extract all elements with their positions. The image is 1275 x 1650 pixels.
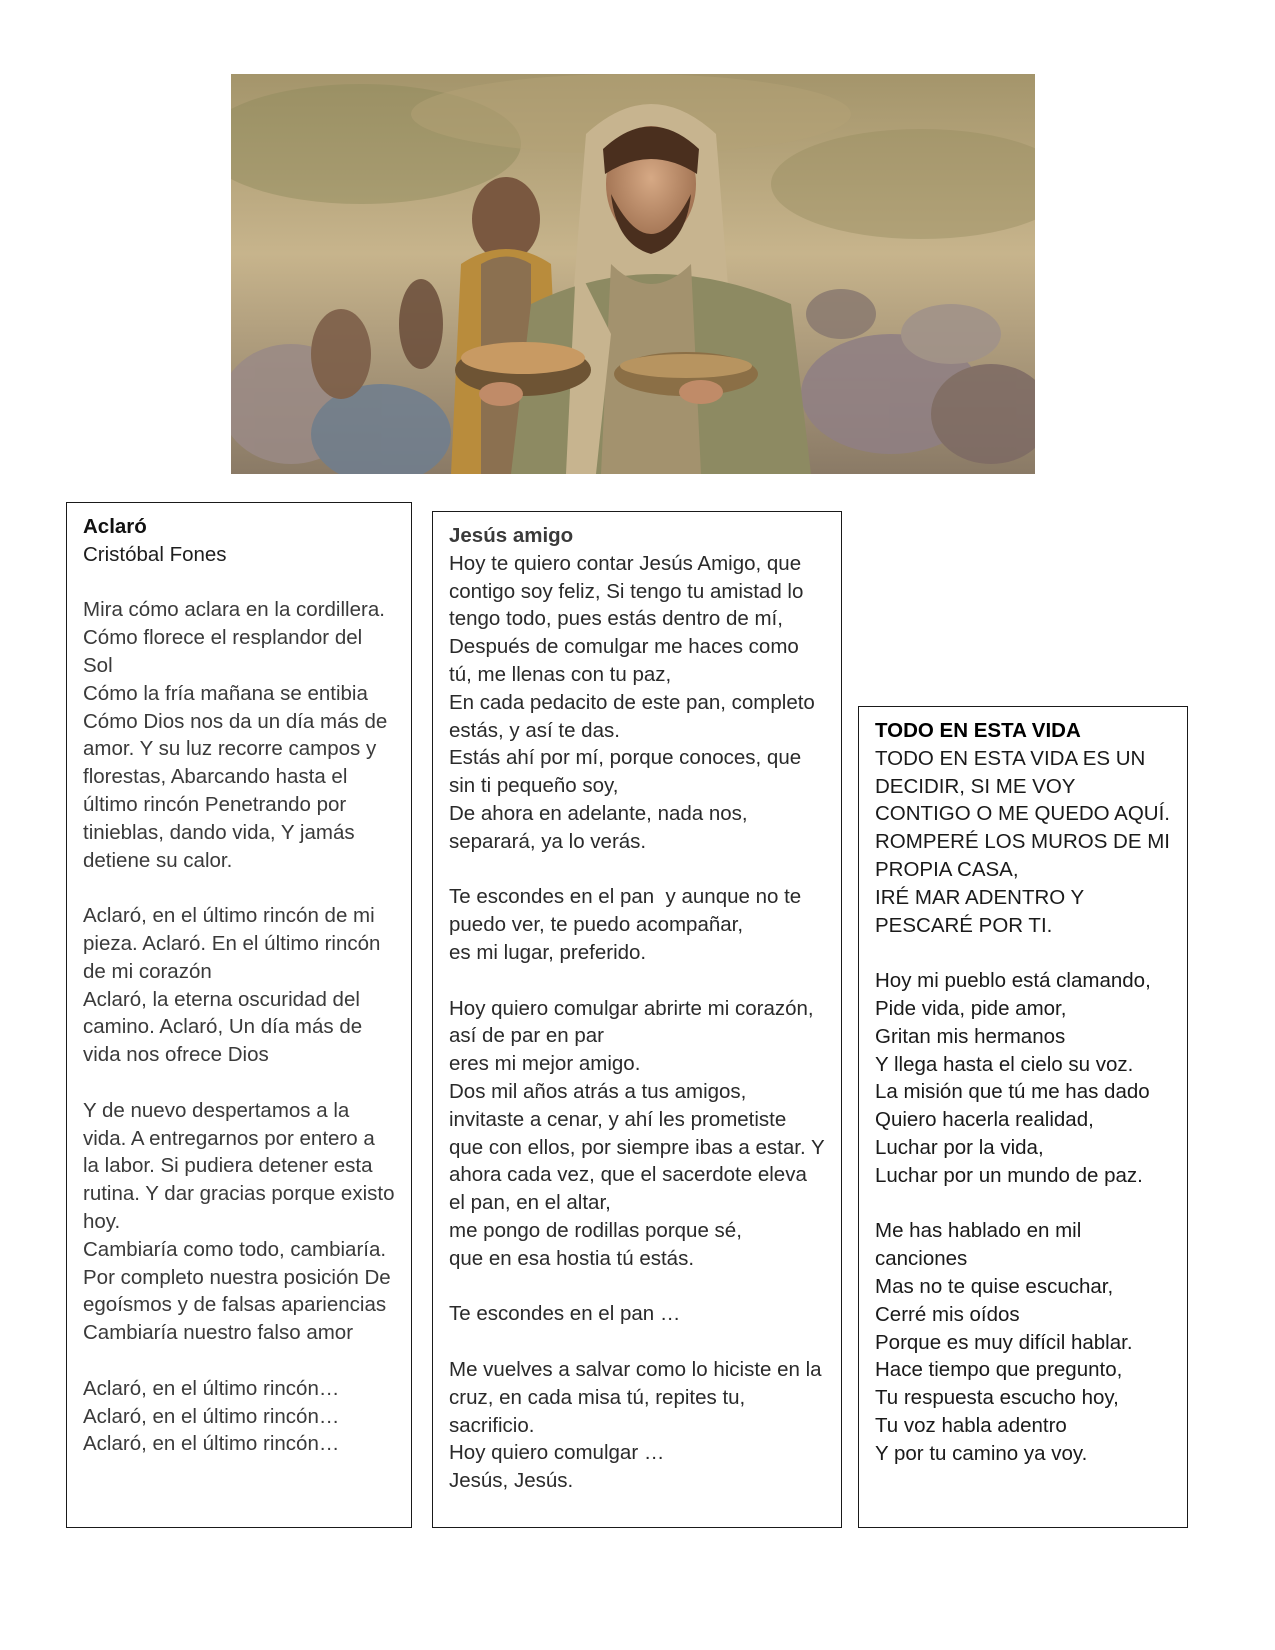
lyric-line: Hoy quiero comulgar abrirte mi corazón, así de par en par	[449, 996, 820, 1048]
stanza	[83, 1097, 401, 1347]
lyric-line: Porque es muy difícil hablar.	[875, 1330, 1133, 1354]
lyric-line: Mas no te quise escuchar,	[875, 1274, 1114, 1298]
lyric-line: eres mi mejor amigo.	[449, 1052, 641, 1076]
lyric-line: Luchar por un mundo de paz.	[875, 1163, 1143, 1187]
lyric-line: IRÉ MAR ADENTRO Y PESCARÉ POR TI.	[875, 885, 1090, 937]
stanza	[449, 550, 825, 856]
lyric-line: Pide vida, pide amor,	[875, 996, 1067, 1020]
stanza	[449, 883, 825, 966]
lyric-line: Cómo la fría mañana se entibia Cómo Dios nos da un día más de amor. Y su luz recorre campos y florestas, Abarcando hasta el último rincón Penetrando por tinieblas, dando vida, Y jamás detiene su calor.	[83, 681, 393, 872]
lyric-line: La misión que tú me has dado	[875, 1080, 1150, 1104]
lyric-line: Dos mil años atrás a tus amigos, invitaste a cenar, y ahí les prometiste que con ellos, por siempre ibas a estar. Y ahora cada vez, que el sacerdote eleva el pan, en el altar,	[449, 1079, 830, 1215]
lyric-line: Me vuelves a salvar como lo hiciste en la cruz, en cada misa tú, repites tu, sacrificio.	[449, 1357, 828, 1437]
lyric-line: Hoy quiero comulgar …	[449, 1441, 665, 1465]
lyric-line: Y por tu camino ya voy.	[875, 1441, 1088, 1465]
lyric-line: Te escondes en el pan …	[449, 1302, 681, 1326]
lyric-line: Hace tiempo que pregunto,	[875, 1358, 1123, 1382]
stanza	[83, 902, 395, 1069]
stanza	[83, 1375, 395, 1458]
header-photo	[231, 74, 1035, 474]
stanza	[83, 596, 395, 874]
stanza	[449, 1300, 825, 1328]
stanza	[875, 745, 1176, 940]
lyric-line: En cada pedacito de este pan, completo estás, y así te das.	[449, 690, 821, 742]
lyric-line: Tu voz habla adentro	[875, 1413, 1067, 1437]
stanza	[875, 1217, 1171, 1467]
song-title: Jesús amigo	[449, 524, 574, 547]
lyric-line: Hoy te quiero contar Jesús Amigo, que contigo soy feliz, Si tengo tu amistad lo tengo todo, pues estás dentro de mí,	[449, 551, 810, 631]
lyric-line: que en esa hostia tú estás.	[449, 1246, 695, 1270]
lyric-line: Cerré mis oídos	[875, 1302, 1020, 1326]
song-author: Cristóbal Fones	[83, 542, 227, 566]
lyric-line: Me has hablado en mil canciones	[875, 1219, 1087, 1271]
lyric-line: Luchar por la vida,	[875, 1135, 1044, 1159]
lyric-line: Aclaró, la eterna oscuridad del camino. Aclaró, Un día más de vida nos ofrece Dios	[83, 987, 368, 1067]
song-box-todo-en-esta-vida	[858, 706, 1188, 1528]
lyric-line: Aclaró, en el último rincón…	[83, 1376, 340, 1400]
lyric-line: Quiero hacerla realidad,	[875, 1108, 1094, 1132]
lyric-line: Aclaró, en el último rincón de mi pieza. Aclaró. En el último rincón de mi corazón	[83, 904, 387, 983]
lyric-line: De ahora en adelante, nada nos, separará, ya lo verás.	[449, 801, 754, 853]
lyric-line: TODO EN ESTA VIDA ES UN DECIDIR, SI ME VOY CONTIGO O ME QUEDO AQUÍ.	[875, 746, 1170, 826]
stanza	[449, 995, 830, 1273]
song-box-jesus-amigo	[432, 511, 842, 1528]
lyric-line: me pongo de rodillas porque sé,	[449, 1218, 742, 1242]
song-title: Aclaró	[83, 515, 147, 538]
lyric-line: Cambiaría nuestro falso amor	[83, 1321, 354, 1345]
song-box-aclaro	[66, 502, 412, 1528]
lyric-line: ROMPERÉ LOS MUROS DE MI PROPIA CASA,	[875, 830, 1176, 881]
lyric-line: Te escondes en el pan y aunque no te puedo ver, te puedo acompañar,	[449, 885, 807, 937]
stanza	[875, 967, 1171, 1189]
lyric-line: Cambiaría como todo, cambiaría. Por completo nuestra posición De egoísmos y de falsas apariencias	[83, 1237, 397, 1317]
photo-jesus-with-bread-baskets-icon	[231, 74, 1035, 474]
lyric-line: Estás ahí por mí, porque conoces, que sin ti pequeño soy,	[449, 746, 807, 798]
lyric-line: Mira cómo aclara en la cordillera. Cómo florece el resplandor del Sol	[83, 598, 391, 677]
lyric-line: Y de nuevo despertamos a la vida. A entregarnos por entero a la labor. Si pudiera detener esta rutina. Y dar gracias porque existo hoy.	[83, 1098, 401, 1233]
lyric-line: Gritan mis hermanos	[875, 1024, 1066, 1048]
lyric-line: Después de comulgar me haces como tú, me llenas con tu paz,	[449, 635, 805, 686]
song-title: TODO EN ESTA VIDA	[875, 719, 1081, 742]
lyric-line: Y llega hasta el cielo su voz.	[875, 1052, 1134, 1076]
lyric-line: es mi lugar, preferido.	[449, 940, 647, 964]
lyric-line: Aclaró, en el último rincón…	[83, 1404, 340, 1428]
lyric-line: Tu respuesta escucho hoy,	[875, 1386, 1119, 1410]
lyric-line: Hoy mi pueblo está clamando,	[875, 969, 1151, 993]
lyric-line: Jesús, Jesús.	[449, 1469, 574, 1493]
lyric-line: Aclaró, en el último rincón…	[83, 1432, 340, 1456]
stanza	[449, 1356, 828, 1495]
